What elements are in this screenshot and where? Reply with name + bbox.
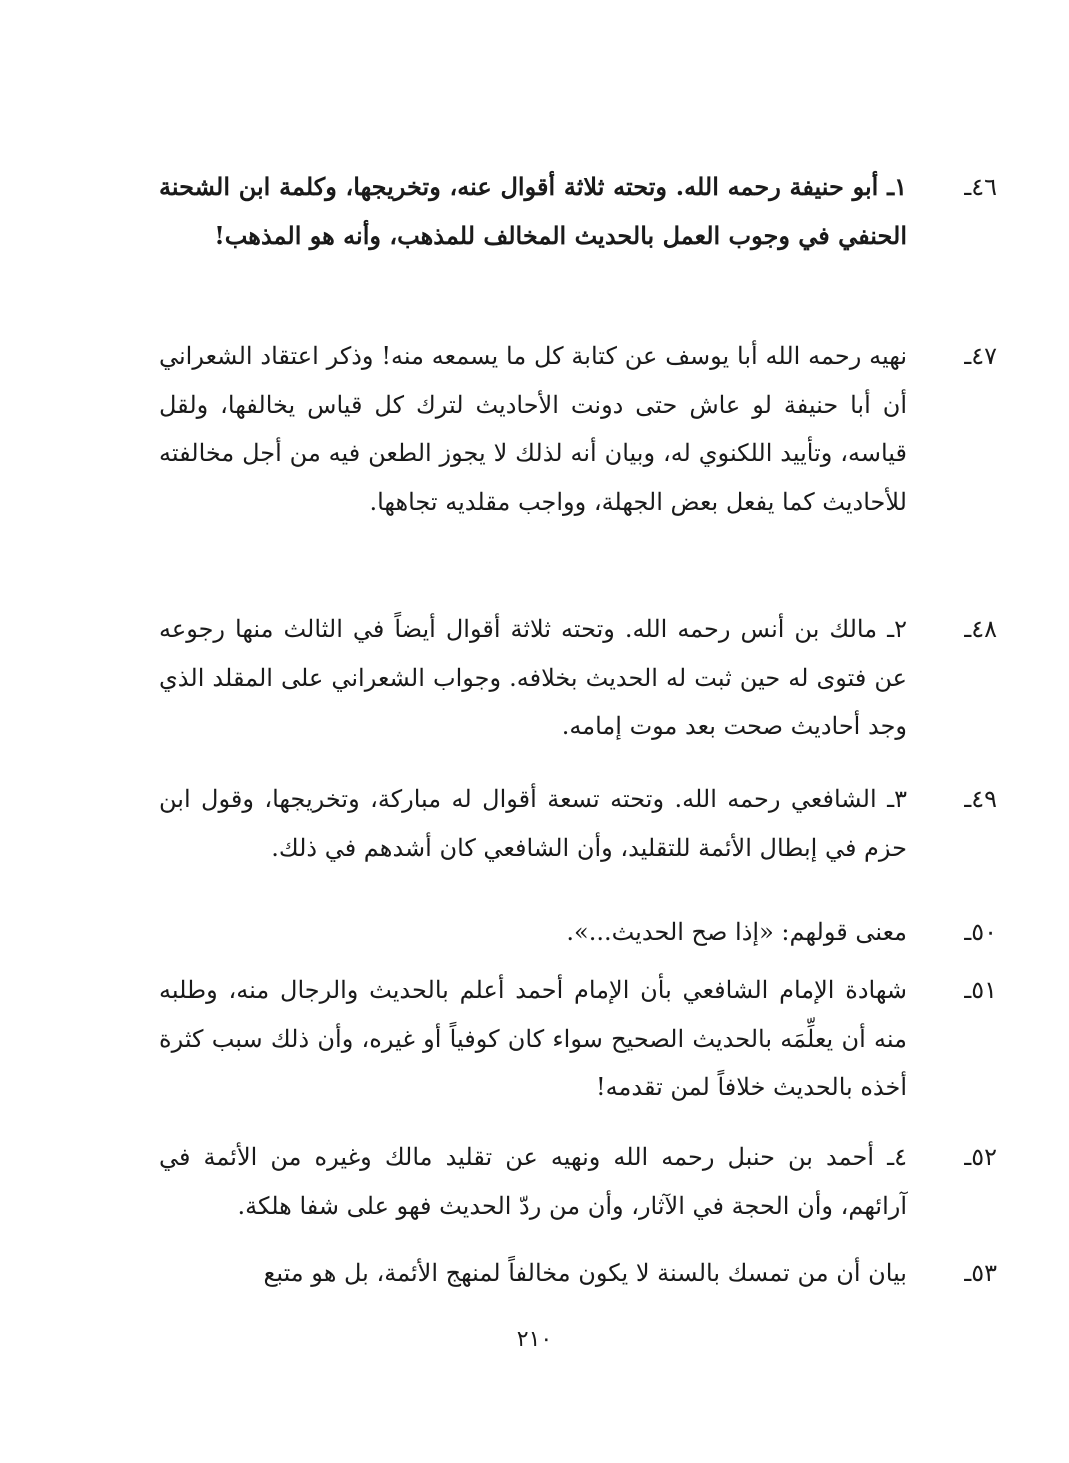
page-number: ٢١٠: [516, 1327, 553, 1352]
toc-entry-50: [159, 908, 997, 957]
entry-number: ٥٣ـ: [964, 1259, 997, 1287]
entry-number: ٤٨ـ: [964, 615, 997, 643]
toc-entry-46: [159, 163, 997, 260]
entry-number: ٤٩ـ: [964, 785, 997, 813]
toc-entry-49: [159, 775, 997, 872]
entry-text: ٤ـ أحمد بن حنبل رحمه الله ونهيه عن تقليد مالك وغيره من الأئمة في آرائهم، وأن الحجة في الآثار، وأن من ردّ الحديث فهو على شفا هلكة.: [159, 1143, 907, 1220]
toc-entry-47: [159, 332, 997, 526]
entry-text: ٢ـ مالك بن أنس رحمه الله. وتحته ثلاثة أقوال أيضاً في الثالث منها رجوعه عن فتوى له حين ثبت له الحديث بخلافه. وجواب الشعراني على المقلد الذي وجد أحاديث صحت بعد موت إمامه.: [159, 615, 907, 740]
entry-number: ٥١ـ: [964, 976, 997, 1004]
entry-number: ٤٧ـ: [964, 342, 997, 370]
entry-text: نهيه رحمه الله أبا يوسف عن كتابة كل ما يسمعه منه! وذكر اعتقاد الشعراني أن أبا حنيفة لو عاش حتى دونت الأحاديث لترك كل قياس يخالفها، ولقل قياسه، وتأييد اللكنوي له، وبيان أنه لذلك لا يجوز الطعن فيه من أجل مخالفته للأحاديث كما يفعل بعض الجهلة، وواجب مقلديه تجاهها.: [159, 342, 907, 516]
entry-number: ٥٠ـ: [964, 918, 997, 946]
entry-text: شهادة الإمام الشافعي بأن الإمام أحمد أعلم بالحديث والرجال منه، وطلبه منه أن يعلِّمَه بالحديث الصحيح سواء كان كوفياً أو غيره، وأن ذلك سبب كثرة أخذه بالحديث خلافاً لمن تقدمه!: [159, 976, 907, 1101]
entry-text: ٣ـ الشافعي رحمه الله. وتحته تسعة أقوال له مباركة، وتخريجها، وقول ابن حزم في إبطال الأئمة للتقليد، وأن الشافعي كان أشدهم في ذلك.: [159, 785, 907, 862]
entry-number: ٥٢ـ: [964, 1143, 997, 1171]
toc-entry-48: [159, 605, 997, 751]
entry-number: ٤٦ـ: [964, 173, 997, 201]
toc-entry-52: [159, 1133, 997, 1230]
entry-text: معنى قولهم: «إذا صح الحديث...».: [566, 918, 907, 946]
entry-text: بيان أن من تمسك بالسنة لا يكون مخالفاً لمنهج الأئمة، بل هو متبع: [263, 1259, 907, 1287]
toc-entry-53: [159, 1249, 997, 1298]
entry-text: ١ـ أبو حنيفة رحمه الله. وتحته ثلاثة أقوال عنه، وتخريجها، وكلمة ابن الشحنة الحنفي في وجوب العمل بالحديث المخالف للمذهب، وأنه هو المذهب!: [159, 172, 907, 250]
toc-entry-51: [159, 966, 997, 1112]
